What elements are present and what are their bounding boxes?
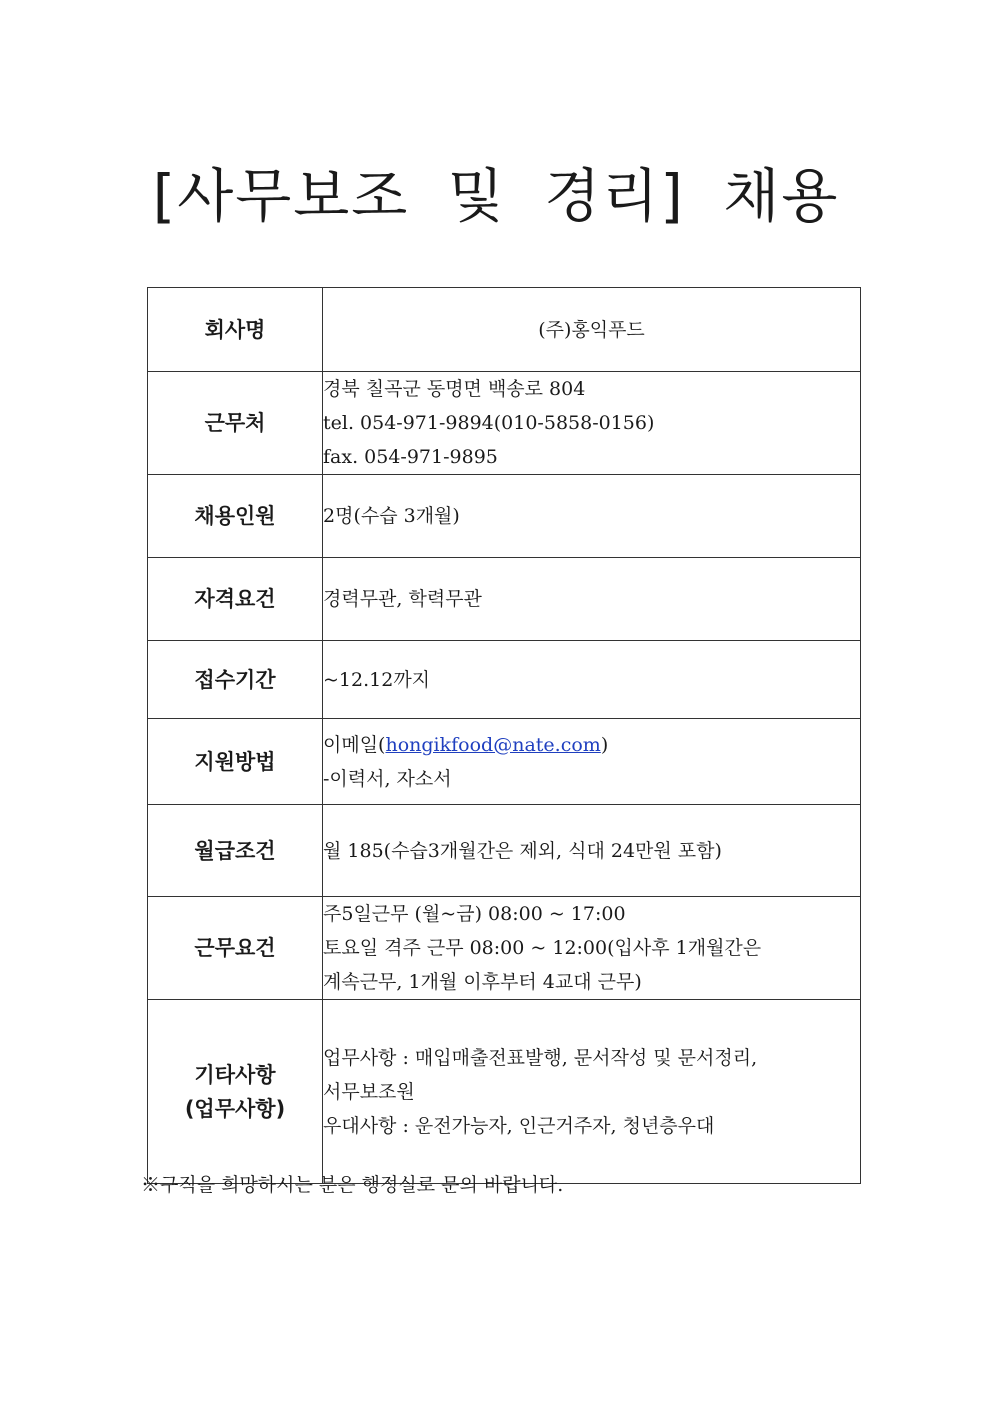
label-workplace: 근무처 [148, 372, 323, 475]
workplace-address: 경북 칠곡군 동명면 백송로 804 [323, 378, 586, 400]
row-workplace [148, 372, 861, 475]
row-etc [148, 1000, 861, 1184]
value-qualification: 경력무관, 학력무관 [323, 558, 861, 641]
label-etc [148, 1000, 323, 1184]
apply-docs: -이력서, 자소서 [323, 767, 452, 790]
value-company: (주)홍익푸드 [323, 288, 861, 372]
row-company [148, 288, 861, 372]
row-headcount [148, 475, 861, 558]
workplace-fax: fax. 054-971-9895 [323, 446, 498, 468]
email-suffix: ) [600, 733, 609, 756]
hours-note: 계속근무, 1개월 이후부터 4교대 근무) [323, 971, 642, 993]
job-info-table [147, 287, 861, 1184]
label-hours: 근무요건 [148, 897, 323, 1000]
label-company: 회사명 [148, 288, 323, 372]
label-etc-line2: (업무사항) [184, 1096, 286, 1121]
value-headcount: 2명(수습 3개월) [323, 475, 861, 558]
row-hours [148, 897, 861, 1000]
label-apply: 지원방법 [148, 719, 323, 805]
value-period: ~12.12까지 [323, 641, 861, 719]
row-apply [148, 719, 861, 805]
apply-email-line [323, 728, 860, 762]
etc-duties: 업무사항 : 매입매출전표발행, 문서작성 및 문서정리, [323, 1046, 758, 1069]
value-etc [323, 1000, 861, 1184]
hours-saturday: 토요일 격주 근무 08:00 ~ 12:00(입사후 1개월간은 [323, 937, 762, 959]
row-salary [148, 805, 861, 897]
value-salary: 월 185(수습3개월간은 제외, 식대 24만원 포함) [323, 805, 861, 897]
value-hours [323, 897, 861, 1000]
row-qualification [148, 558, 861, 641]
hours-weekday: 주5일근무 (월~금) 08:00 ~ 17:00 [323, 903, 626, 925]
value-workplace [323, 372, 861, 475]
etc-duties-cont: 서무보조원 [323, 1080, 415, 1103]
label-qualification: 자격요건 [148, 558, 323, 641]
page-title: [사무보조 및 경리] 채용 [152, 162, 840, 230]
workplace-tel: tel. 054-971-9894(010-5858-0156) [323, 412, 655, 434]
label-salary: 월급조건 [148, 805, 323, 897]
email-link[interactable]: hongikfood@nate.com [385, 733, 601, 756]
footer-note: ※구직을 희망하시는 분은 행정실로 문의 바랍니다. [141, 1174, 564, 1196]
label-period: 접수기간 [148, 641, 323, 719]
label-etc-line1: 기타사항 [194, 1062, 276, 1087]
etc-preferred: 우대사항 : 운전가능자, 인근거주자, 청년층우대 [323, 1114, 715, 1137]
label-headcount: 채용인원 [148, 475, 323, 558]
value-apply [323, 719, 861, 805]
email-prefix: 이메일( [323, 733, 386, 756]
row-period [148, 641, 861, 719]
